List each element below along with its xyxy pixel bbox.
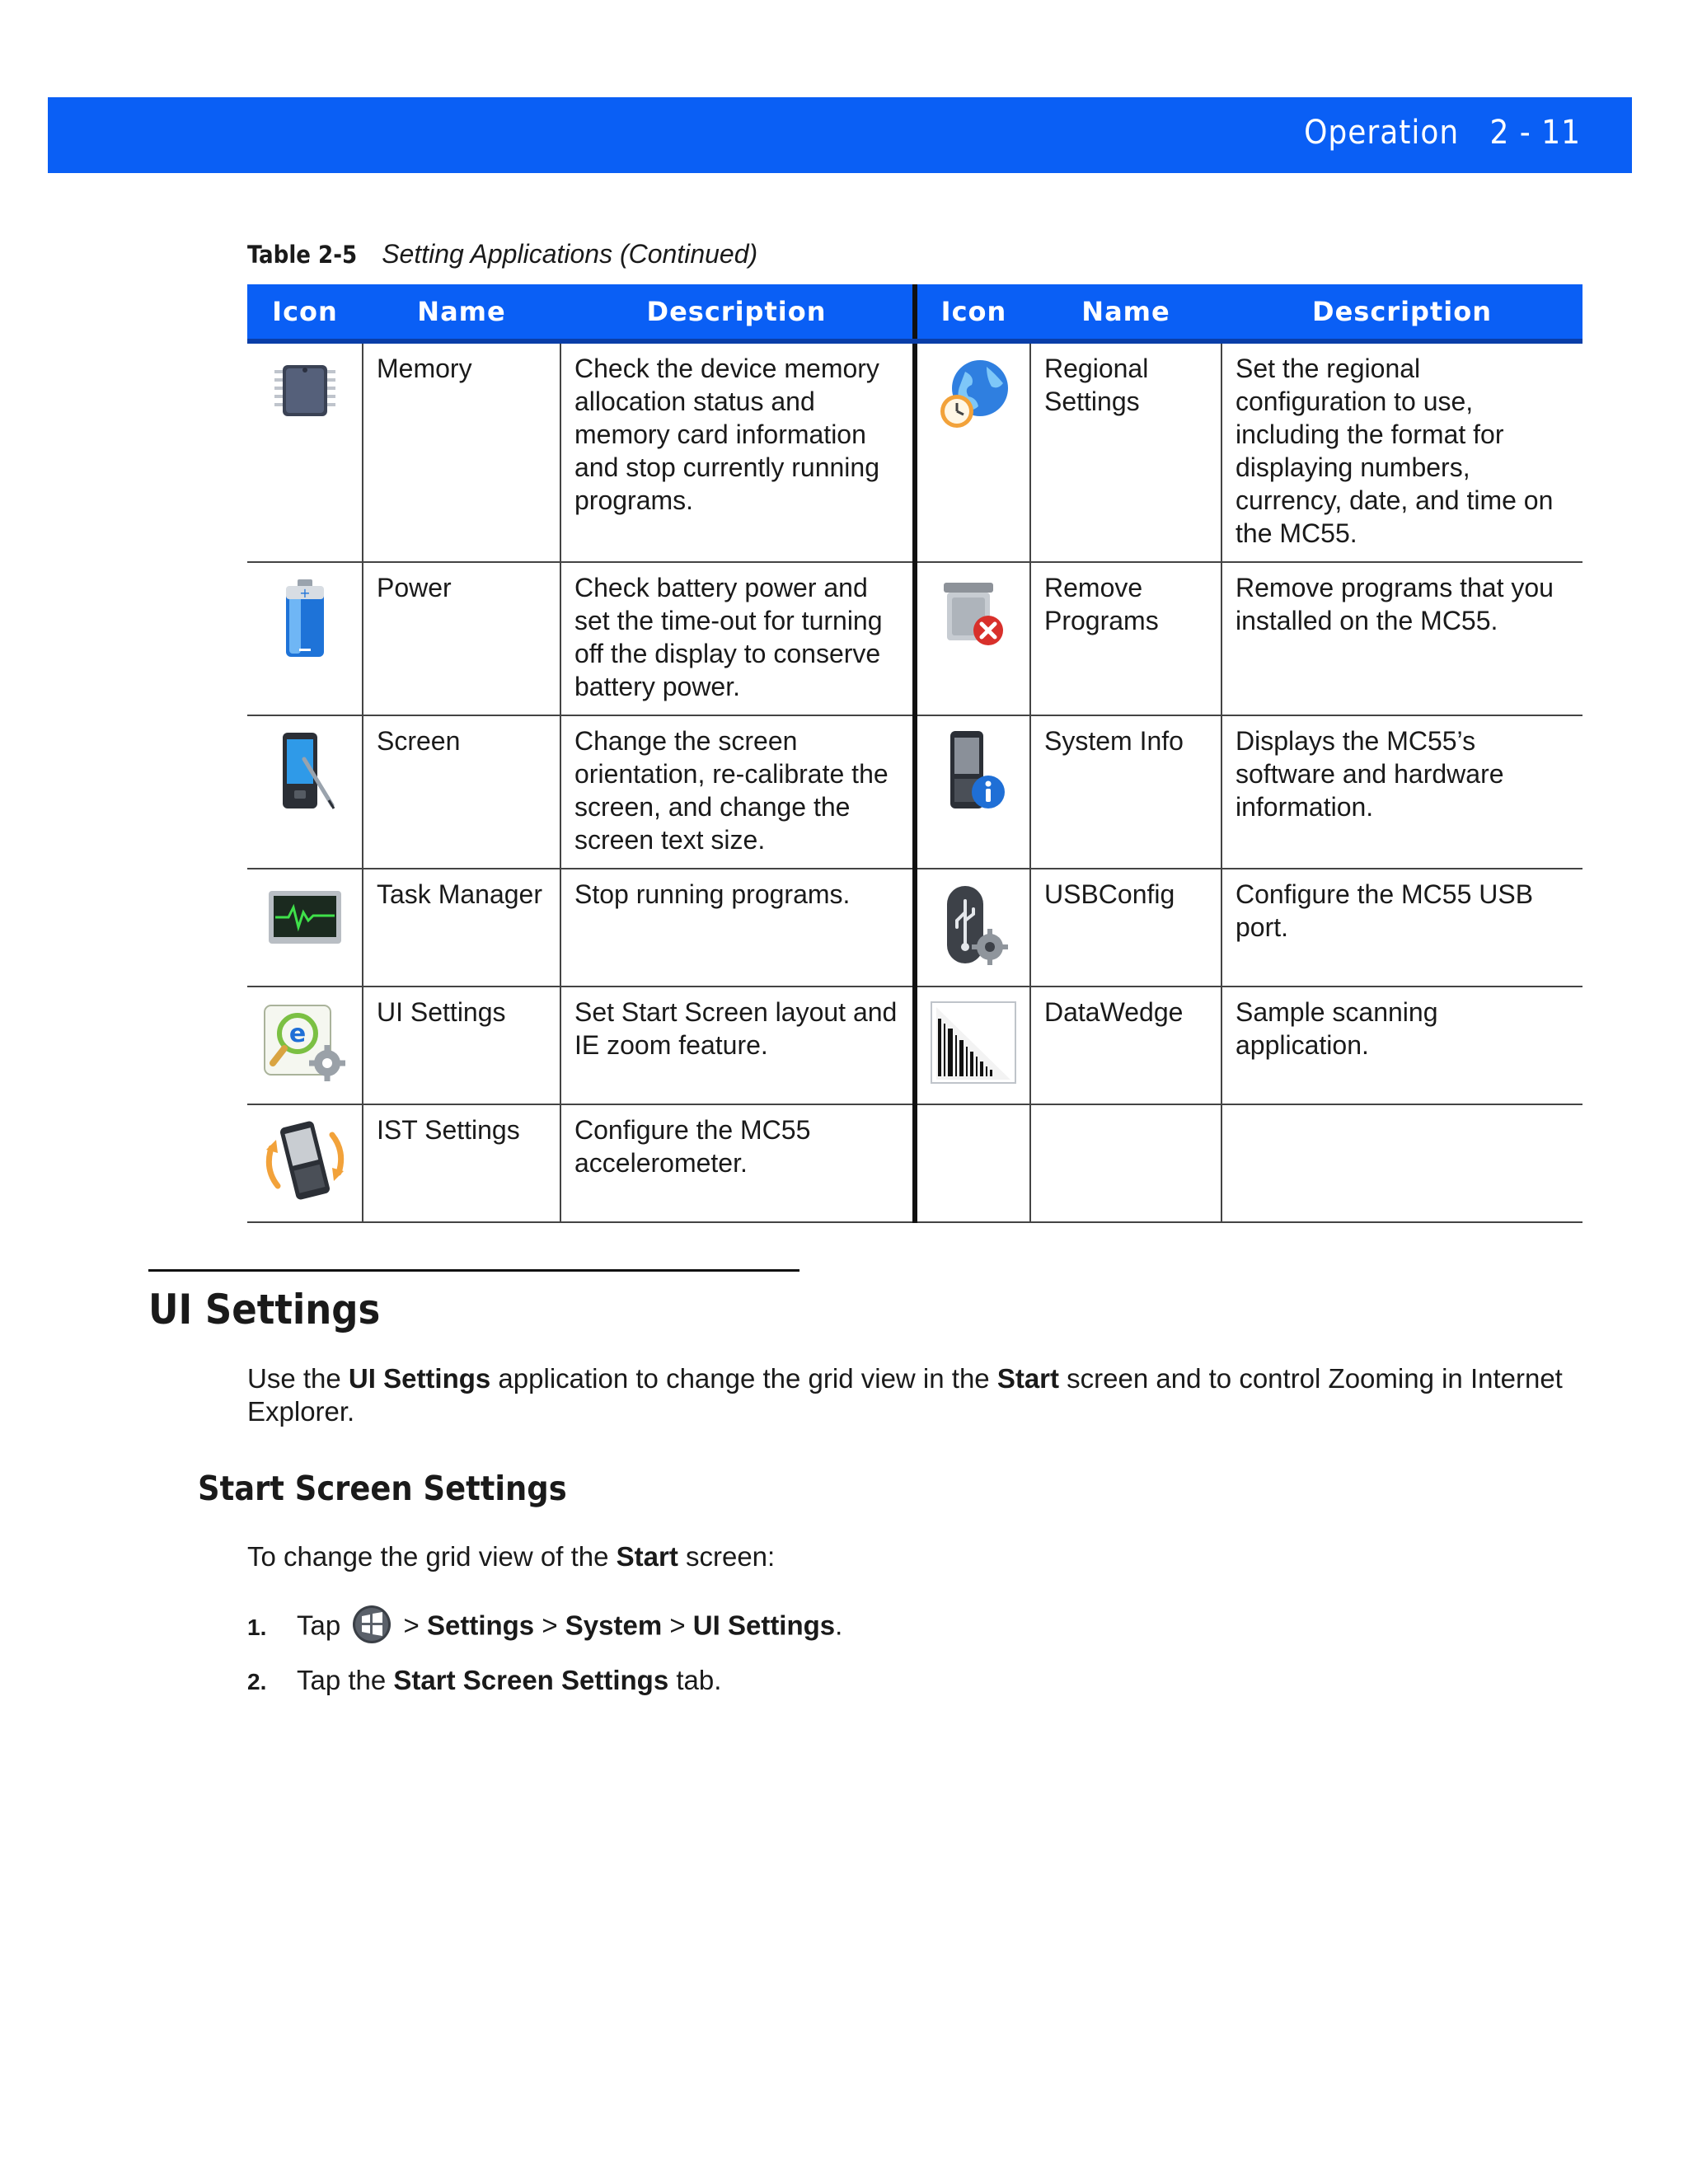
app-name: Screen: [363, 715, 560, 869]
header-icon-right: Icon: [915, 284, 1030, 341]
app-description: Remove programs that you installed on the MC55.: [1221, 562, 1582, 715]
app-name: IST Settings: [363, 1104, 560, 1222]
header-icon-left: Icon: [247, 284, 363, 341]
step-2: [247, 1665, 721, 1696]
subsection-intro-text: screen:: [678, 1541, 776, 1572]
header-text: [1304, 114, 1581, 152]
subsection-intro-bold-start: Start: [616, 1541, 678, 1572]
intro-bold-start: Start: [996, 1363, 1060, 1394]
app-description: Check the device memory allocation status and memory card information and stop currently running programs.: [560, 341, 915, 562]
icon-cell: [247, 341, 363, 562]
table-caption: [247, 239, 757, 269]
step-number: 2.: [247, 1669, 267, 1694]
intro-bold-ui-settings: UI Settings: [348, 1363, 491, 1394]
step-bold-start-screen-settings: Start Screen Settings: [393, 1665, 669, 1695]
step-text: tab.: [668, 1665, 722, 1695]
table-row: [247, 562, 1582, 715]
app-description: Set the regional configuration to use, including the format for displaying numbers, currency, date, and time on the MC55.: [1221, 341, 1582, 562]
regional-globe-clock-icon: [922, 354, 1025, 436]
app-description: Set Start Screen layout and IE zoom feature.: [560, 987, 915, 1104]
app-description: Sample scanning application.: [1221, 987, 1582, 1104]
header-name-right: Name: [1030, 284, 1221, 341]
section-divider: [148, 1269, 799, 1272]
app-name: DataWedge: [1030, 987, 1221, 1104]
svg-text:e: e: [288, 1019, 306, 1048]
app-description: Configure the MC55 accelerometer.: [560, 1104, 915, 1222]
remove-programs-icon: [922, 573, 1025, 655]
app-description: Displays the MC55’s software and hardware information.: [1221, 715, 1582, 869]
header-description-left: Description: [560, 284, 915, 341]
header-section: Operation: [1304, 114, 1460, 152]
settings-applications-table: [247, 284, 1582, 1223]
intro-text: screen and to control Zooming in Internet Explorer.: [247, 1363, 1563, 1427]
app-name: Power: [363, 562, 560, 715]
task-manager-icon: [252, 879, 357, 954]
subsection-title: Start Screen Settings: [198, 1469, 567, 1508]
empty-icon-cell: [915, 1104, 1030, 1222]
subsection-intro-text: To change the grid view of the: [247, 1541, 617, 1572]
app-description: Configure the MC55 USB port.: [1221, 869, 1582, 987]
svg-text:+: +: [298, 585, 311, 601]
step-text: >: [534, 1610, 565, 1641]
app-name: USBConfig: [1030, 869, 1221, 987]
table-caption-title: Setting Applications (Continued): [382, 239, 758, 269]
ist-settings-icon: [252, 1115, 357, 1206]
empty-description-cell: [1221, 1104, 1582, 1222]
icon-cell: [247, 869, 363, 987]
step-text: Tap: [297, 1610, 349, 1641]
memory-chip-icon: [252, 354, 357, 428]
table-row: [247, 869, 1582, 987]
icon-cell: [247, 715, 363, 869]
step-bold-ui-settings: UI Settings: [692, 1610, 836, 1641]
screen-stylus-icon: [252, 726, 357, 817]
app-name: System Info: [1030, 715, 1221, 869]
step-text: >: [662, 1610, 693, 1641]
icon-cell: [247, 987, 363, 1104]
intro-text: application to change the grid view in the: [490, 1363, 997, 1394]
table-header-row: [247, 284, 1582, 341]
step-bold-settings: Settings: [426, 1610, 535, 1641]
table-caption-number: Table 2-5: [247, 241, 358, 269]
icon-cell: [247, 562, 363, 715]
icon-cell: [915, 869, 1030, 987]
header-page-number: 2 - 11: [1489, 114, 1581, 152]
subsection-intro: [247, 1541, 775, 1572]
icon-cell: [915, 715, 1030, 869]
battery-icon: [252, 573, 357, 663]
windows-start-icon: [351, 1604, 392, 1652]
header-name-left: Name: [363, 284, 560, 341]
system-info-icon: [922, 726, 1025, 817]
header-description-right: Description: [1221, 284, 1582, 341]
step-text: .: [835, 1610, 843, 1641]
app-name: Task Manager: [363, 869, 560, 987]
app-name: Regional Settings: [1030, 341, 1221, 562]
table-row: [247, 987, 1582, 1104]
icon-cell: [915, 987, 1030, 1104]
step-bold-system: System: [565, 1610, 663, 1641]
icon-cell: [247, 1104, 363, 1222]
usb-config-icon: [922, 879, 1025, 970]
app-description: Stop running programs.: [560, 869, 915, 987]
app-description: Change the screen orientation, re-calibrate the screen, and change the screen text size.: [560, 715, 915, 869]
ui-settings-icon: [252, 997, 357, 1088]
section-intro: [247, 1362, 1591, 1428]
icon-cell: [915, 341, 1030, 562]
table-row: [247, 341, 1582, 562]
app-description: Check battery power and set the time-out for turning off the display to conserve battery power.: [560, 562, 915, 715]
table-row: [247, 715, 1582, 869]
step-text: Tap the: [297, 1665, 394, 1695]
intro-text: Use the: [247, 1363, 349, 1394]
barcode-datawedge-icon: [922, 997, 1025, 1088]
app-name: Memory: [363, 341, 560, 562]
table-row: [247, 1104, 1582, 1222]
section-title: UI Settings: [148, 1286, 381, 1333]
empty-name-cell: [1030, 1104, 1221, 1222]
step-text: >: [396, 1610, 427, 1641]
icon-cell: [915, 562, 1030, 715]
page-header-bar: [48, 97, 1632, 173]
step-1: [247, 1604, 842, 1652]
app-name: Remove Programs: [1030, 562, 1221, 715]
step-number: 1.: [247, 1614, 267, 1640]
app-name: UI Settings: [363, 987, 560, 1104]
